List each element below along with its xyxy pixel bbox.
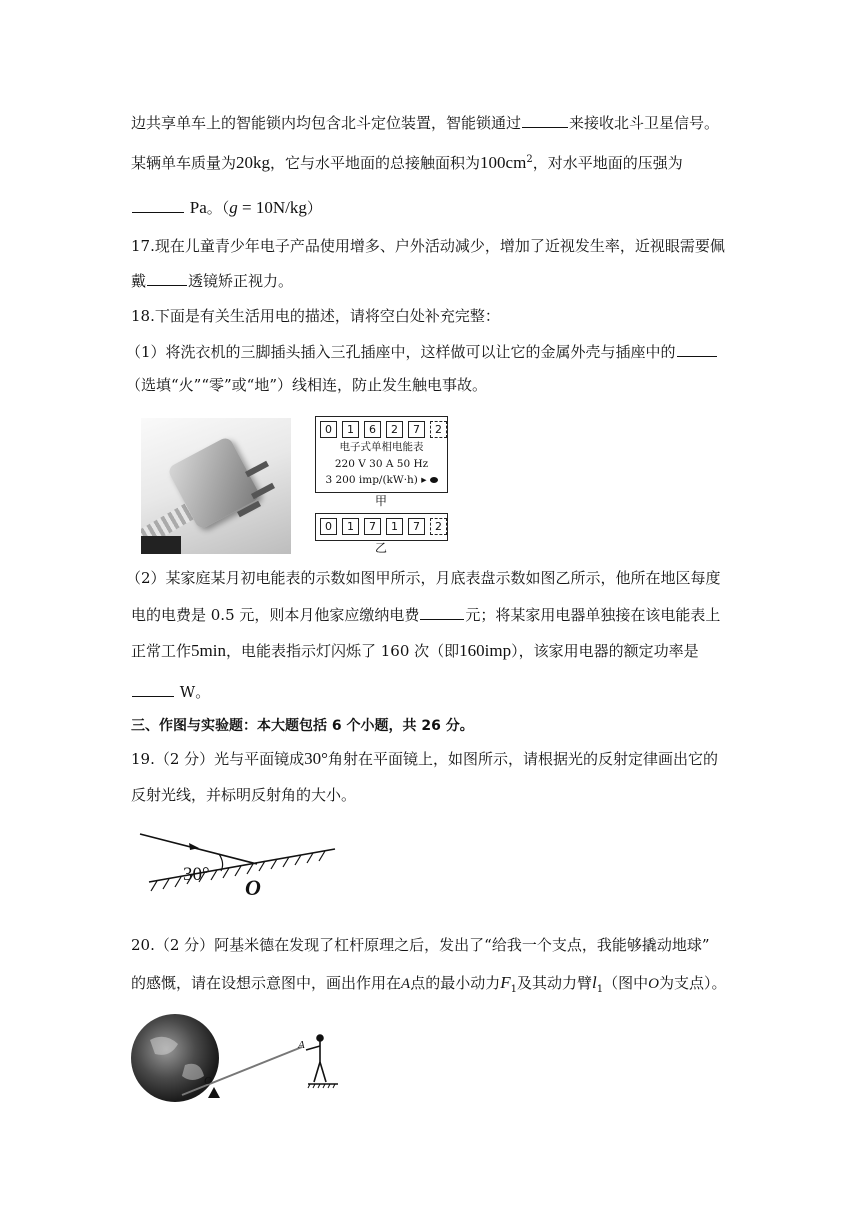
- mirror-hatching: [151, 851, 325, 891]
- meter-digit: 1: [386, 518, 403, 535]
- indicator-led-icon: [430, 477, 438, 483]
- meter-digit: 7: [408, 421, 425, 438]
- text: ，电能表指示灯闪烁了 160 次（即: [225, 642, 460, 660]
- subscript: 1: [510, 984, 517, 995]
- answer-blank[interactable]: [522, 112, 568, 128]
- question-20-line-1: 20.（2 分）阿基米德在发现了杠杆原理之后，发出了“给我一个支点，我能够撬动地球”: [131, 936, 710, 954]
- meter-digit: 2: [386, 421, 403, 438]
- plug-pin: [245, 461, 269, 478]
- question-20-line-2: [131, 973, 726, 1000]
- text: ，它与水平地面的总接触面积为: [270, 154, 481, 172]
- area-value: 100cm: [480, 153, 527, 172]
- text: 某辆单车质量为: [131, 154, 237, 172]
- question-18-part-2-line-4: [131, 681, 210, 702]
- force-symbol: F: [500, 973, 511, 992]
- fulcrum-icon: [208, 1087, 220, 1098]
- question-19-line-2: 反射光线，并标明反射角的大小。: [131, 786, 357, 804]
- text: ）: [306, 199, 322, 217]
- text: 元；将某家用电器单独接在该电能表上: [465, 606, 721, 624]
- earth-icon: [131, 1014, 219, 1102]
- plug-base: [141, 536, 181, 554]
- text: （1）将洗衣机的三脚插头插入三孔插座中，这样做可以让它的金属外壳与插座中的: [126, 343, 676, 361]
- point-o: O: [648, 976, 659, 992]
- imp-value: 160imp: [459, 641, 512, 660]
- answer-blank[interactable]: [677, 341, 717, 357]
- meter-digit: 7: [364, 518, 381, 535]
- question-18-part-2-line-2: [131, 604, 720, 625]
- text: 为支点）。: [658, 974, 727, 992]
- text-line-1: [131, 112, 719, 133]
- meter-digit-decimal: 2: [430, 421, 447, 438]
- meter-name: 电子式单相电能表: [339, 441, 424, 453]
- point-a-label: A: [298, 1039, 305, 1051]
- answer-blank[interactable]: [147, 270, 187, 286]
- angle-label: 30°: [183, 864, 210, 885]
- text: 角射在平面镜上，如图所示，请根据光的反射定律画出它的: [327, 750, 718, 768]
- section-3-heading: 三、作图与实验题：本大题包括 6 个小题，共 26 分。: [131, 718, 474, 734]
- angle-value: 30°: [304, 749, 328, 768]
- exponent: 2: [526, 154, 533, 165]
- symbol-g: g: [229, 198, 238, 217]
- answer-blank[interactable]: [132, 197, 184, 213]
- meter-imp: 3 200 imp/(kW·h): [325, 474, 418, 486]
- text: 边共享单车上的智能锁内均包含北斗定位装置，智能锁通过: [131, 114, 522, 132]
- point-a: A: [401, 976, 411, 992]
- text: 的感慨，请在设想示意图中，画出作用在: [131, 974, 402, 992]
- subscript: 1: [596, 984, 604, 995]
- energy-meter-yi: [315, 513, 448, 541]
- meter-digit: 1: [342, 421, 359, 438]
- text: 正常工作: [131, 642, 192, 660]
- text: ，对水平地面的压强为: [532, 154, 683, 172]
- meter-digit: 7: [408, 518, 425, 535]
- archimedes-lever-figure: [130, 1010, 370, 1125]
- text: 及其动力臂: [516, 974, 592, 992]
- incidence-point-label: O: [245, 875, 261, 900]
- text: 来接收北斗卫星信号。: [569, 114, 720, 132]
- mirror-line: [149, 849, 335, 882]
- text: 。（: [206, 199, 230, 217]
- text: 戴: [131, 272, 147, 290]
- three-pin-plug-image: [141, 418, 291, 554]
- text: 19.（2 分）光与平面镜成: [131, 750, 305, 768]
- meter-digit: 1: [342, 518, 359, 535]
- answer-blank[interactable]: [420, 604, 464, 620]
- figure-caption-jia: 甲: [375, 494, 388, 508]
- answer-blank[interactable]: [132, 681, 174, 697]
- question-18-title: 18.下面是有关生活用电的描述，请将空白处补充完整：: [131, 307, 500, 325]
- question-17-line-2: [131, 270, 293, 291]
- arm-symbol: l: [591, 973, 597, 992]
- archimedes-figure-icon: [306, 1035, 326, 1082]
- g-value: = 10N/kg: [237, 198, 307, 217]
- meter-spec: 220 V 30 A 50 Hz: [334, 458, 429, 470]
- unit: Pa: [189, 198, 207, 217]
- question-17-line-1: 17.现在儿童青少年电子产品使用增多、户外活动减少，增加了近视发生率，近视眼需要佩: [131, 237, 725, 255]
- text: ），该家用电器的额定功率是: [511, 642, 699, 660]
- question-18-part-1-line-2: （选填“火”“零”或“地”）线相连，防止发生触电事故。: [126, 376, 488, 394]
- incident-ray: [140, 834, 257, 864]
- text: W。: [179, 683, 211, 701]
- meter-imp-row: 3 200 imp/(kW·h) ▸: [316, 474, 447, 487]
- text: 透镜矫正视力。: [188, 272, 294, 290]
- fulcrum-label: O: [204, 1075, 212, 1087]
- energy-meter-jia: [315, 416, 448, 493]
- text-line-3: [131, 197, 322, 218]
- meter-digit: 0: [320, 421, 337, 438]
- text: 电的电费是 0.5 元，则本月他家应缴纳电费: [131, 606, 420, 624]
- question-18-part-1: [126, 341, 718, 362]
- text: （图中: [603, 974, 649, 992]
- figure-caption-yi: 乙: [375, 541, 388, 555]
- text: 点的最小动力: [410, 974, 501, 992]
- meter-digits: [320, 518, 447, 535]
- question-18-part-2-line-3: [131, 641, 699, 661]
- text-line-2: [131, 150, 683, 173]
- mass-value: 20kg: [236, 153, 271, 172]
- question-18-part-2-line-1: （2）某家庭某月初电能表的示数如图甲所示，月底表盘示数如图乙所示，他所在地区每度: [126, 569, 721, 587]
- time-value: 5min: [191, 641, 226, 660]
- meter-digits: [320, 421, 447, 438]
- meter-digit: 0: [320, 518, 337, 535]
- question-19-line-1: [131, 749, 718, 769]
- plane-mirror-figure: [137, 825, 337, 900]
- meter-digit-decimal: 2: [430, 518, 447, 535]
- meter-digit: 6: [364, 421, 381, 438]
